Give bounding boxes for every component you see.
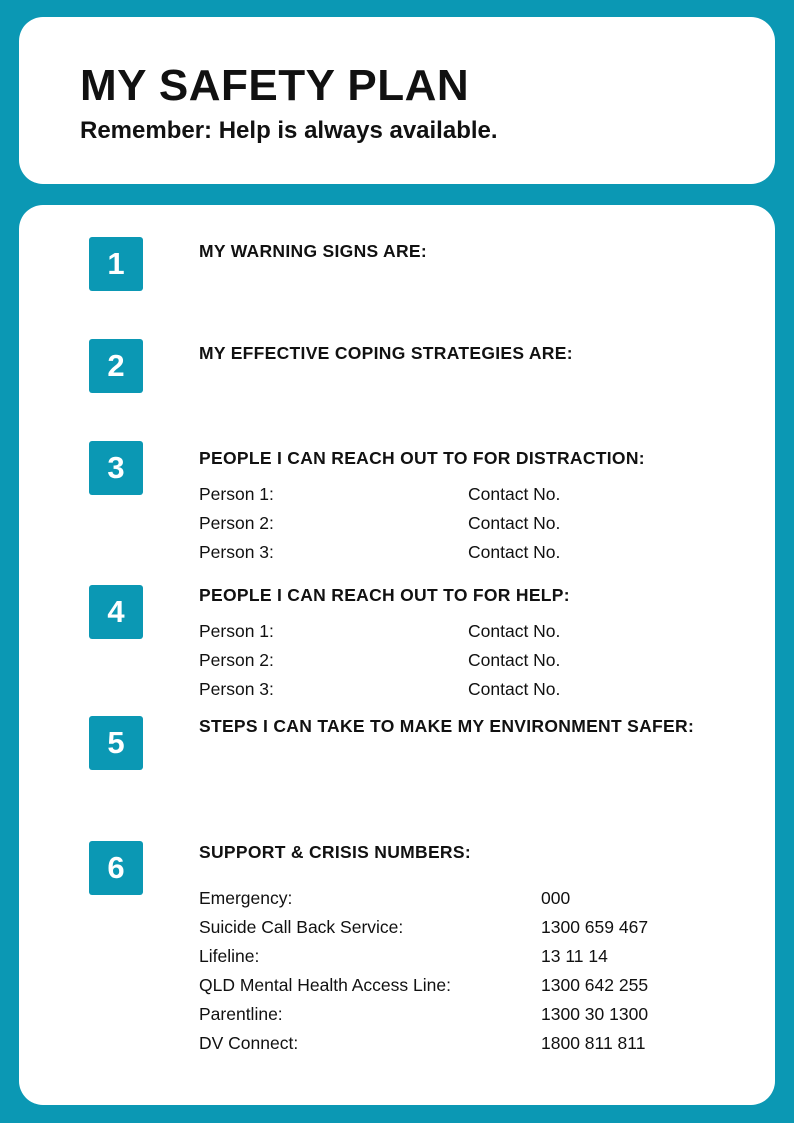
person-label: Person 1: [199,484,274,504]
section-4-number-badge: 4 [89,585,143,639]
section-1-number-badge: 1 [89,237,143,291]
service-label: Emergency: [199,888,293,908]
section-2-title: MY EFFECTIVE COPING STRATEGIES ARE: [199,343,573,363]
contact-number-label: Contact No. [468,513,561,533]
person-label: Person 3: [199,542,274,562]
phone-number: 000 [541,888,571,908]
section-6-title: SUPPORT & CRISIS NUMBERS: [199,842,471,862]
service-label: Suicide Call Back Service: [199,917,404,937]
phone-number: 1300 642 255 [541,975,649,995]
phone-number: 13 11 14 [541,946,608,966]
plan-card [19,205,775,1105]
person-label: Person 3: [199,679,274,699]
phone-number: 1300 659 467 [541,917,649,937]
contact-number-label: Contact No. [468,484,561,504]
crisis-number-row [199,888,571,909]
contact-row [199,621,561,642]
contact-row [199,650,561,671]
section-2-number-badge: 2 [89,339,143,393]
section-6-number-badge: 6 [89,841,143,895]
section-5-title: STEPS I CAN TAKE TO MAKE MY ENVIRONMENT SAFER: [199,716,695,736]
person-label: Person 1: [199,621,274,641]
crisis-number-row [199,1004,649,1025]
service-label: QLD Mental Health Access Line: [199,975,451,995]
person-label: Person 2: [199,650,274,670]
header-card [19,17,775,184]
service-label: Lifeline: [199,946,260,966]
contact-row [199,484,561,505]
crisis-number-row [199,975,649,996]
page-title: MY SAFETY PLAN [80,61,470,110]
crisis-number-row [199,946,608,967]
phone-number: 1800 811 811 [541,1033,646,1053]
contact-row [199,542,561,563]
person-label: Person 2: [199,513,274,533]
section-3-title: PEOPLE I CAN REACH OUT TO FOR DISTRACTION: [199,448,645,468]
section-3-number-badge: 3 [89,441,143,495]
contact-number-label: Contact No. [468,650,561,670]
service-label: Parentline: [199,1004,283,1024]
contact-number-label: Contact No. [468,542,561,562]
section-5-number-badge: 5 [89,716,143,770]
contact-row [199,513,561,534]
page-subtitle: Remember: Help is always available. [80,117,498,144]
crisis-number-row [199,917,649,938]
section-4-title: PEOPLE I CAN REACH OUT TO FOR HELP: [199,585,570,605]
section-1-title: MY WARNING SIGNS ARE: [199,241,427,261]
contact-row [199,679,561,700]
phone-number: 1300 30 1300 [541,1004,649,1024]
service-label: DV Connect: [199,1033,299,1053]
contact-number-label: Contact No. [468,679,561,699]
crisis-number-row [199,1033,646,1054]
contact-number-label: Contact No. [468,621,561,641]
